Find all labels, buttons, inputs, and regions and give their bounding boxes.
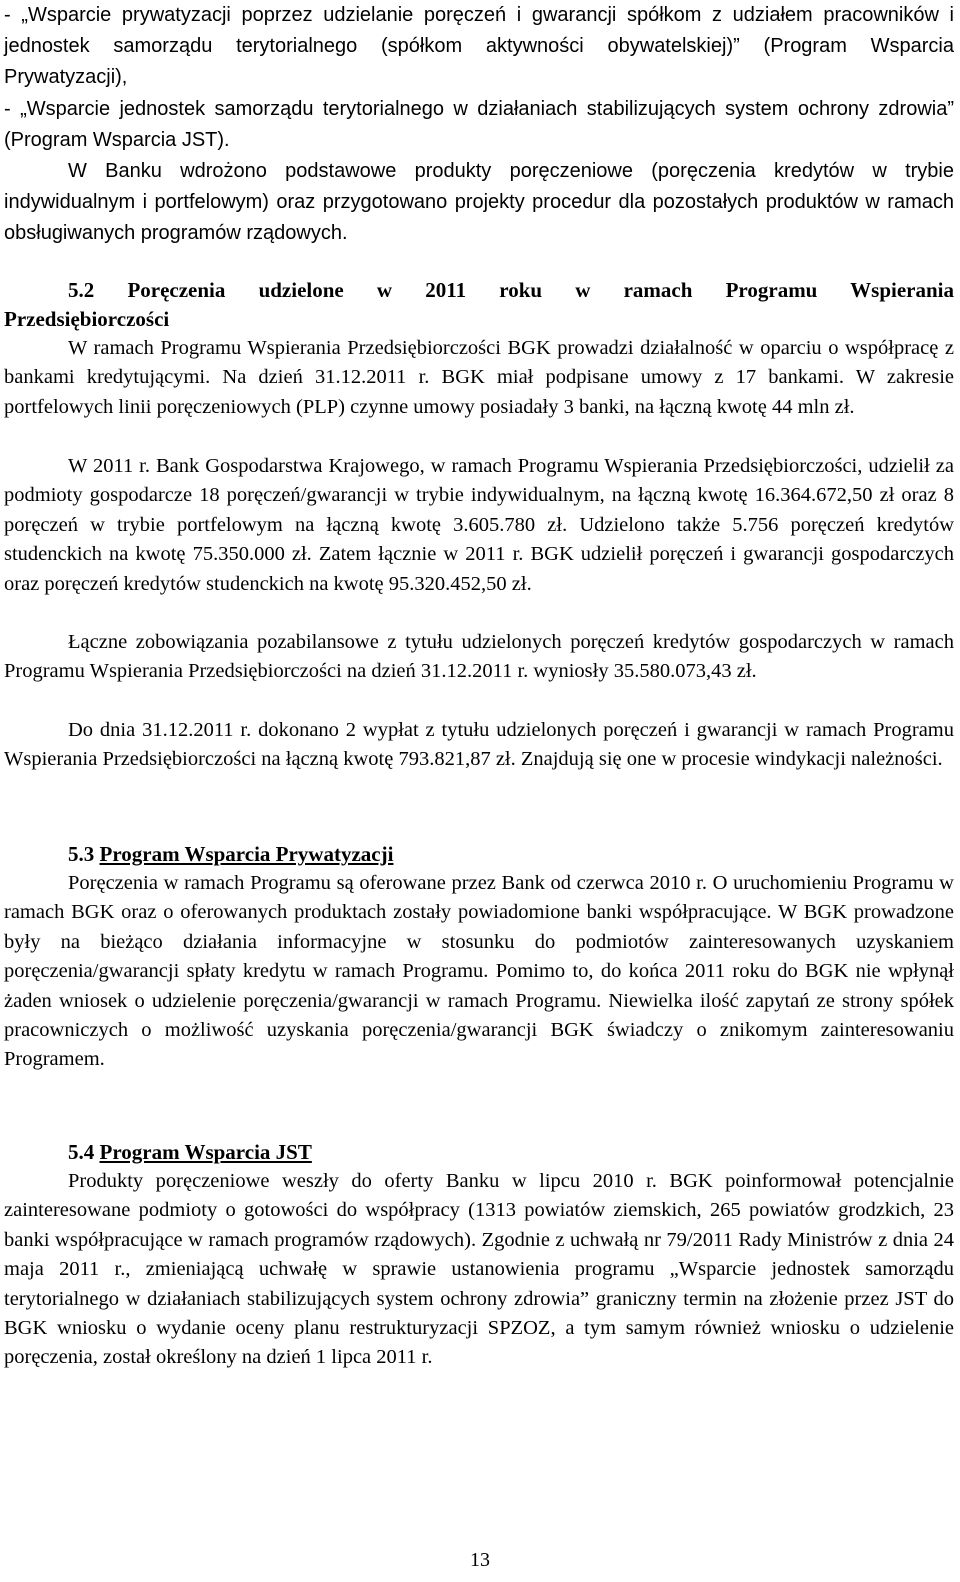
intro-bullet-2: - „Wsparcie jednostek samorządu terytorialnego w działaniach stabilizujących system ochrony zdrowia” (Program Wsparcia JST). <box>4 98 954 152</box>
section-5-4-heading <box>4 1138 954 1167</box>
section-5-2-title-line1: Poręczenia udzielone w 2011 roku w ramach Programu Wspierania <box>127 278 955 302</box>
section-5-4-paragraph: Produkty poręczeniowe weszły do oferty Banku w lipcu 2010 r. BGK poinformował potencjalnie zainteresowane podmioty o gotowości do współpracy (1313 powiatów ziemskich, 265 powiatów grodzkich, 23 banki współpracujące w ramach programów rządowych). Zgodnie z uchwałą nr 79/2011 Rady Ministrów z dnia 24 maja 2011 r., zmieniającą uchwałę w sprawie ustanowienia programu „Wsparcie jednostek samorządu terytorialnego w działaniach stabilizujących system ochrony zdrowia” graniczny termin na złożenie przez JST do BGK wniosku o wydanie oceny planu restrukturyzacji SPZOZ, a tym samym również wniosku o udzielenie poręczenia, został określony na dzień 1 lipca 2011 r. <box>4 1170 954 1369</box>
intro-paragraph: W Banku wdrożono podstawowe produkty poręczeniowe (poręczenia kredytów w trybie indywidualnym i portfelowym) oraz przygotowano projekty procedur dla pozostałych produktów w ramach obsługiwanych programów rządowych. <box>4 160 954 245</box>
section-5-3-paragraph: Poręczenia w ramach Programu są oferowane przez Bank od czerwca 2010 r. O uruchomieniu Programu w ramach BGK oraz o oferowanych produktach zostały powiadomione banki współpracujące. W BGK prowadzone były na bieżąco działania informacyjne w stosunku do podmiotów zainteresowanych uzyskaniem poręczenia/gwarancji spłaty kredytu w ramach Programu. Pomimo to, do końca 2011 roku do BGK nie wpłynął żaden wniosek o udzielenie poręczenia/gwarancji w ramach Programu. Niewielka ilość zapytań ze strony spółek pracowniczych o możliwość uzyskania poręczenia/gwarancji BGK świadczy o znikomym zainteresowaniu Programem. <box>4 872 954 1071</box>
section-5-2-title-line2: Przedsiębiorczości <box>4 307 170 331</box>
section-5-2-paragraph-1: W ramach Programu Wspierania Przedsiębiorczości BGK prowadzi działalność w oparciu o współpracę z bankami kredytującymi. Na dzień 31.12.2011 r. BGK miał podpisane umowy z 17 bankami. W zakresie portfelowych linii poręczeniowych (PLP) czynne umowy posiadały 3 banki, na łączną kwotę 44 mln zł. <box>4 337 954 418</box>
section-5-2-paragraph-3: Łączne zobowiązania pozabilansowe z tytułu udzielonych poręczeń kredytów gospodarczych w ramach Programu Wspierania Przedsiębiorczości na dzień 31.12.2011 r. wyniosły 35.580.073,43 zł. <box>4 631 954 683</box>
section-5-2-paragraph-2: W 2011 r. Bank Gospodarstwa Krajowego, w ramach Programu Wspierania Przedsiębiorczości, udzielił za podmioty gospodarcze 18 poręczeń/gwarancji w trybie indywidualnym, na łączną kwotę 16.364.672,50 zł oraz 8 poręczeń w trybie portfelowym na łączną kwotę 3.605.780 zł. Udzielono także 5.756 poręczeń kredytów studenckich na kwotę 75.350.000 zł. Zatem łącznie w 2011 r. BGK udzielił poręczeń i gwarancji gospodarczych oraz poręczeń kredytów studenckich na kwotę 95.320.452,50 zł. <box>4 455 954 595</box>
page-number: 13 <box>470 1549 490 1571</box>
intro-bullet-1: - „Wsparcie prywatyzacji poprzez udzielanie poręczeń i gwarancji spółkom z udziałem pracowników i jednostek samorządu terytorialnego (spółkom aktywności obywatelskiej)” (Program Wsparcia Prywatyzacji), <box>4 4 954 89</box>
section-5-4-title: Program Wsparcia JST <box>99 1140 312 1164</box>
section-5-2-number: 5.2 <box>68 278 95 302</box>
section-5-3-number: 5.3 <box>68 842 95 866</box>
section-5-4-number: 5.4 <box>68 1140 95 1164</box>
section-5-3-heading <box>4 840 954 869</box>
section-5-2-heading-line2 <box>4 305 954 334</box>
section-5-2-paragraph-4: Do dnia 31.12.2011 r. dokonano 2 wypłat z tytułu udzielonych poręczeń i gwarancji w ramach Programu Wspierania Przedsiębiorczości na łączną kwotę 793.821,87 zł. Znajdują się one w procesie windykacji należności. <box>4 719 954 771</box>
section-5-3-title: Program Wsparcia Prywatyzacji <box>99 842 394 866</box>
section-5-2-heading <box>4 276 954 305</box>
